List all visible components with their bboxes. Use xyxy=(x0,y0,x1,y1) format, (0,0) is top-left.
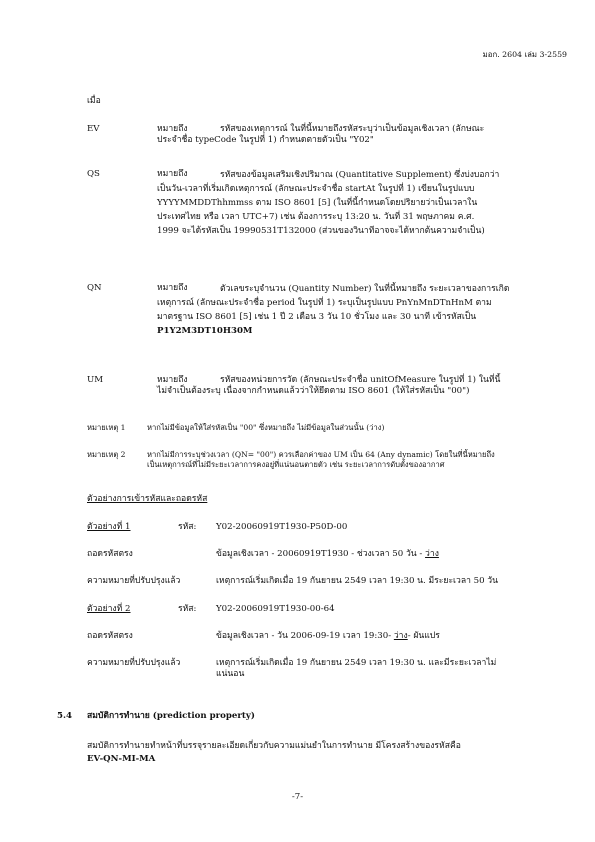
term-qn-definition: ตัวเลขระบุจำนวน (Quantity Number) ในที่นี้หมายถึง ระยะเวลาของการเกิด เหตุการณ์ (ลักษณะประจำชื่อ period ในรูปที่ 1) ระบุเป็นรูปแบบ PnYnMnDTnHnM ตาม มาตรฐาน ISO 8601 [5] เช่น 1 ปี 2 เดือน 3 วัน 10 ชั่วโมง และ 30 นาที เข้ารหัสเป็น P1Y2M3DT10H30M xyxy=(157,284,510,336)
term-qn: QN xyxy=(87,283,102,293)
example-1-title: ตัวอย่างที่ 1 xyxy=(87,522,131,532)
note-2-label: หมายเหตุ 2 xyxy=(87,450,126,459)
standard-reference: มอก. 2604 เล่ม 3-2559 xyxy=(482,50,567,59)
term-qn-label: หมายถึง xyxy=(157,283,188,293)
example-2-title: ตัวอย่างที่ 2 xyxy=(87,604,131,614)
page-number: -7- xyxy=(291,792,304,802)
term-um-definition: รหัสของหน่วยการวัด (ลักษณะประจำชื่อ unitOfMeasure ในรูปที่ 1) ในที่นี้ ไม่จำเป็นต้องระบุ เนื่องจากกำหนดแล้วว่าให้ยึดตาม ISO 8601 (ให้ใส่รหัสเป็น "00") xyxy=(157,375,501,397)
examples-heading: ตัวอย่างการเข้ารหัสและถอดรหัส xyxy=(87,494,208,504)
example-2-decode-label: ถอดรหัสตรง xyxy=(87,631,133,641)
example-2-decode-value: ข้อมูลเชิงเวลา - วัน 2006-09-19 เวลา 19:30- ว่าง- ผันแปร xyxy=(216,631,440,641)
term-qs: QS xyxy=(87,169,100,179)
example-2-code: Y02-20060919T1930-00-64 xyxy=(216,604,335,614)
note-1-text: หากไม่มีข้อมูลให้ใส่รหัสเป็น "00" ซึ่งหมายถึง ไม่มีข้อมูลในส่วนนั้น (ว่าง) xyxy=(147,423,385,432)
intro-where: เมื่อ xyxy=(87,96,101,106)
term-qs-label: หมายถึง xyxy=(157,169,188,179)
example-1-meaning-value: เหตุการณ์เริ่มเกิดเมื่อ 19 กันยายน 2549 เวลา 19:30 น. มีระยะเวลา 50 วัน xyxy=(216,576,499,586)
example-2-meaning-label: ความหมายที่ปรับปรุงแล้ว xyxy=(87,658,181,668)
section-paragraph: สมบัติการทำนายทำหน้าที่บรรจุรายละเอียดเกี่ยวกับความแม่นยำในการทำนาย มีโครงสร้างของรหัสคือ EV-QN-MI-MA xyxy=(87,741,461,764)
example-1-decode-label: ถอดรหัสตรง xyxy=(87,549,133,559)
term-um-label: หมายถึง xyxy=(157,375,188,385)
example-2-meaning-value: เหตุการณ์เริ่มเกิดเมื่อ 19 กันยายน 2549 เวลา 19:30 น. และมีระยะเวลาไม่ แน่นอน xyxy=(216,658,497,680)
term-ev-definition: รหัสของเหตุการณ์ ในที่นี้หมายถึงรหัสระบุว่าเป็นข้อมูลเชิงเวลา (ลักษณะ ประจำชื่อ typeCode ในรูปที่ 1) กำหนดตายตัวเป็น "Y02" xyxy=(157,124,485,146)
note-1-label: หมายเหตุ 1 xyxy=(87,423,126,432)
section-title: สมบัติการทำนาย (prediction property) xyxy=(87,711,255,721)
example-1-meaning-label: ความหมายที่ปรับปรุงแล้ว xyxy=(87,576,181,586)
section-number: 5.4 xyxy=(57,711,72,721)
term-um: UM xyxy=(87,375,104,385)
example-1-code-label: รหัส: xyxy=(178,522,197,532)
note-2-text: หากไม่มีการระบุช่วงเวลา (QN= "00") ควรเลือกค่าของ UM เป็น 64 (Any dynamic) โดยในที่นี้หมายถึง เป็นเหตุการณ์ที่ไม่มีระยะเวลาการคงอยู่ที่แน่นอนตายตัว เช่น ระยะเวลาการดับตั้งของอากาศ xyxy=(147,450,495,469)
term-qs-definition: รหัสของข้อมูลเสริมเชิงปริมาณ (Quantitative Supplement) ซึ่งบ่งบอกว่า เป็นวัน-เวลาที่เริ่มเกิดเหตุการณ์ (ลักษณะประจำชื่อ startAt ในรูปที่ 1) เขียนในรูปแบบ YYYYMMDDThhmmss ตาม ISO 8601 [5] (ในที่นี้กำหนดโดยปริยายว่าเป็นเวลาใน ประเทศไทย หรือ เวลา UTC+7) เช่น ต้องการระบุ 13:20 น. วันที่ 31 พฤษภาคม ค.ศ. 1999 จะได้รหัสเป็น 19990531T132000 (ส่วนของวินาทีอาจจะได้หากต้นความจำเป็น) xyxy=(157,170,500,236)
term-ev-label: หมายถึง xyxy=(157,124,188,134)
example-1-code: Y02-20060919T1930-P50D-00 xyxy=(216,522,348,532)
example-2-code-label: รหัส: xyxy=(178,604,197,614)
term-ev: EV xyxy=(87,124,100,134)
example-1-decode-value: ข้อมูลเชิงเวลา - 20060919T1930 - ช่วงเวลา 50 วัน - ว่าง xyxy=(216,549,439,559)
